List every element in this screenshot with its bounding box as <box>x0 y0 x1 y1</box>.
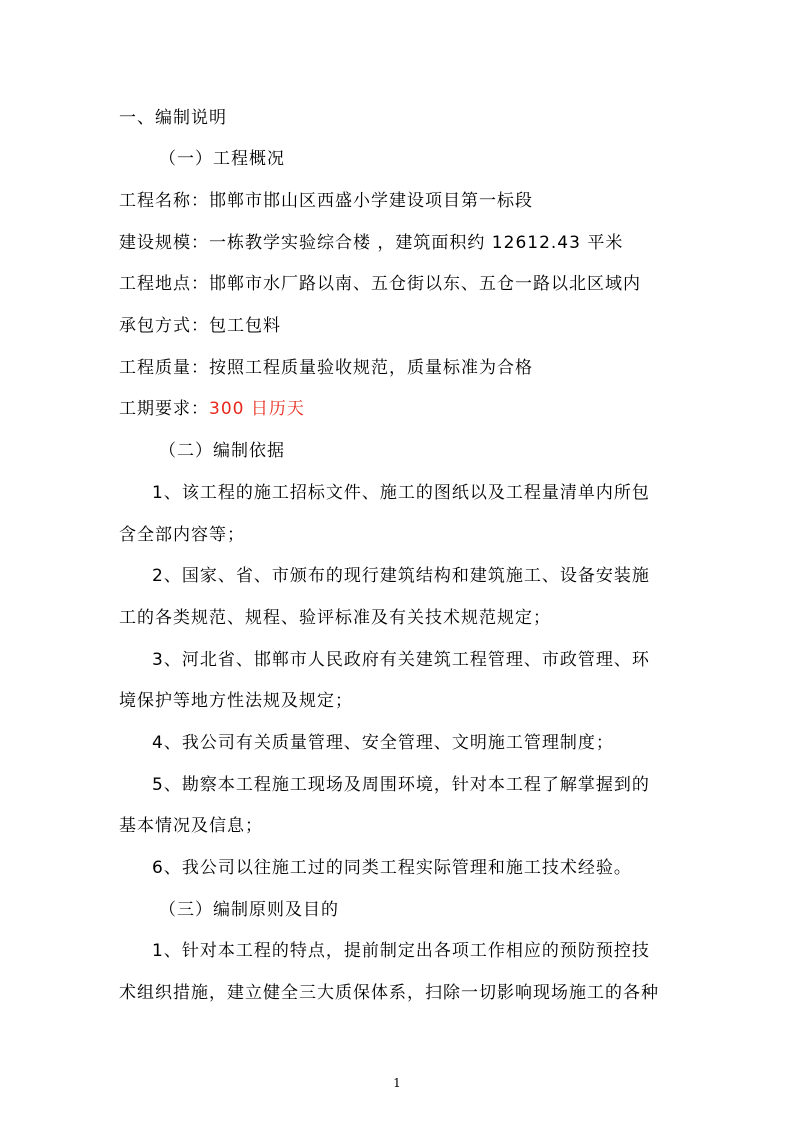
location-row <box>119 273 641 295</box>
scale-row <box>119 232 623 254</box>
quality-row <box>119 357 533 379</box>
paragraph-line: 6、我公司以往施工过的同类工程实际管理和施工技术经验。 <box>152 858 632 878</box>
duration-value: 300 日历天 <box>209 399 305 419</box>
duration-label: 工期要求： <box>119 399 209 419</box>
contract-value: 包工包料 <box>209 316 281 336</box>
contract-row <box>119 315 281 337</box>
paragraph-line: 2、国家、省、市颁布的现行建筑结构和建筑施工、设备安装施 <box>152 566 650 586</box>
paragraph-line: 基本情况及信息； <box>119 816 263 836</box>
page-number: 1 <box>393 1076 401 1090</box>
paragraph-line: 境保护等地方性法规及规定； <box>119 691 353 711</box>
scale-label: 建设规模： <box>119 233 209 253</box>
subsection-heading: （二）编制依据 <box>159 441 285 461</box>
paragraph-line: 含全部内容等； <box>119 525 245 545</box>
project-name-row <box>119 190 533 212</box>
quality-value: 按照工程质量验收规范，质量标准为合格 <box>209 358 533 378</box>
contract-label: 承包方式： <box>119 316 209 336</box>
paragraph-line: 5、勘察本工程施工现场及周围环境，针对本工程了解掌握到的 <box>152 775 650 795</box>
location-value: 邯郸市水厂路以南、五仓街以东、五仓一路以北区域内 <box>209 274 641 294</box>
project-name-value: 邯郸市邯山区西盛小学建设项目第一标段 <box>209 191 533 211</box>
paragraph-line: 4、我公司有关质量管理、安全管理、文明施工管理制度； <box>152 733 614 753</box>
quality-label: 工程质量： <box>119 358 209 378</box>
paragraph-line: 3、河北省、邯郸市人民政府有关建筑工程管理、市政管理、环 <box>152 650 650 670</box>
paragraph-line: 1、该工程的施工招标文件、施工的图纸以及工程量清单内所包 <box>152 483 650 503</box>
subsection-heading: （三）编制原则及目的 <box>159 900 339 920</box>
paragraph-line: 工的各类规范、规程、验评标准及有关技术规范规定； <box>119 608 551 628</box>
location-label: 工程地点： <box>119 274 209 294</box>
project-name-label: 工程名称： <box>119 191 209 211</box>
paragraph-line: 术组织措施，建立健全三大质保体系，扫除一切影响现场施工的各种 <box>119 983 659 1003</box>
subsection-heading: （一）工程概况 <box>159 149 285 169</box>
section-heading: 一、编制说明 <box>119 108 227 128</box>
duration-row <box>119 398 305 420</box>
paragraph-line: 1、针对本工程的特点，提前制定出各项工作相应的预防预控技 <box>152 941 650 961</box>
scale-value: 一栋教学实验综合楼 ，建筑面积约 12612.43 平米 <box>209 233 624 253</box>
